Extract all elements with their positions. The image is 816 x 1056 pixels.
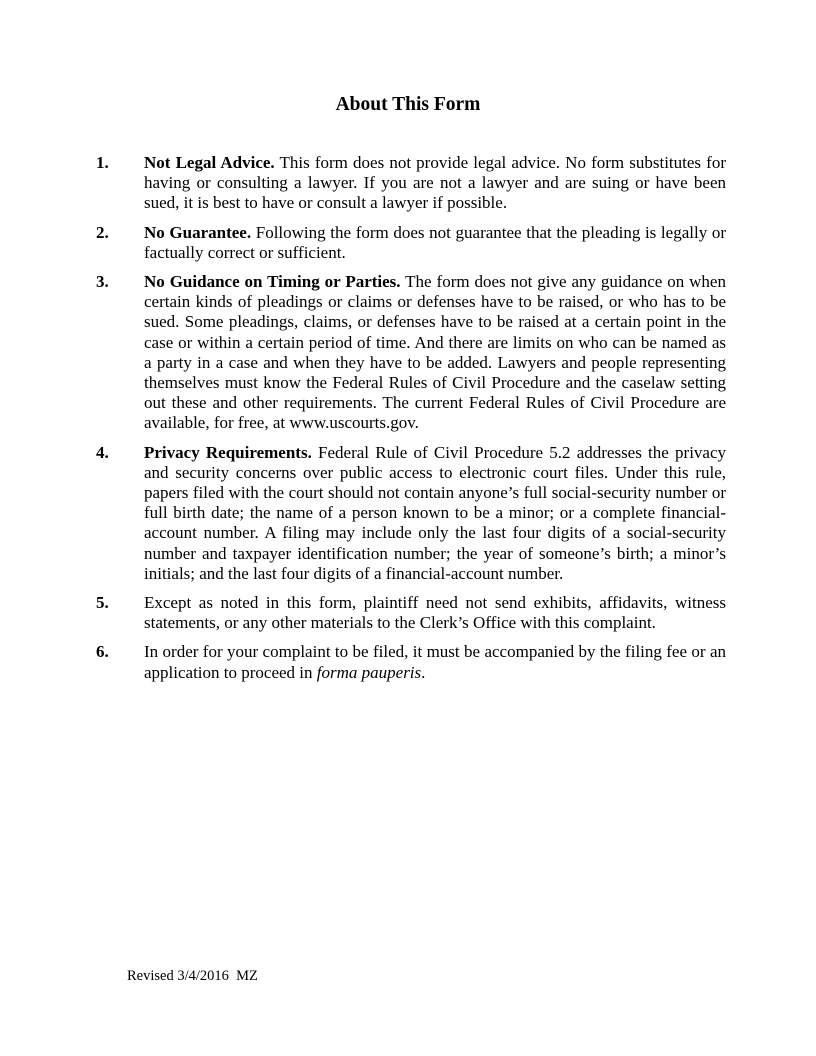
item-heading: No Guidance on Timing or Parties. (144, 272, 401, 292)
list-item-exhibits (96, 593, 726, 633)
page-title: About This Form (335, 94, 481, 115)
item-text-tail: . (421, 662, 426, 682)
item-number: 6. (96, 642, 109, 662)
item-number: 2. (96, 222, 109, 242)
revision-footer: Revised 3/4/2016 MZ (127, 968, 258, 984)
item-text: Federal Rule of Civil Procedure 5.2 addresses the privacy and security concerns over public access to electronic court files. Under this rule, papers filed with the court should not contain anyone’s full social-security number or full birth date; the name of a person known to be a minor; or a complete financial-account number. A filing may include only the last four digits of a social-security number and taxpayer identification number; the year of someone’s birth; a minor’s initials; and the last four digits of a financial-account number. (144, 442, 727, 583)
item-number: 1. (96, 153, 109, 172)
list-item-privacy (96, 443, 726, 584)
item-heading: Privacy Requirements. (144, 442, 312, 462)
item-number: 4. (96, 442, 109, 462)
item-number: 3. (96, 272, 109, 292)
numbered-list (96, 153, 726, 692)
list-item-no-guarantee (96, 223, 726, 263)
item-text: This form does not provide legal advice. No form substitutes for having or consulting a lawyer. If you are not a lawyer and are suing or have been sued, it is best to have or consult a lawyer if possible. (144, 153, 726, 213)
item-number: 5. (96, 593, 109, 613)
item-heading: Not Legal Advice. (144, 153, 275, 172)
item-text: The form does not give any guidance on when certain kinds of pleadings or claims or defenses have to be raised, or who has to be sued. Some pleadings, claims, or defenses have to be raised at a certain point in the case or within a certain period of time. And there are limits on who can be named as a party in a case and when they have to be added. Lawyers and people representing themselves must know the Federal Rules of Civil Procedure and the caselaw setting out these and other requirements. The current Federal Rules of Civil Procedure are available, for free, at www.uscourts.gov. (144, 272, 726, 433)
list-item-not-legal-advice (96, 153, 726, 214)
item-text: In order for your complaint to be filed, it must be accompanied by the filing fee or an application to proceed in (144, 642, 726, 682)
item-text: Following the form does not guarantee that the pleading is legally or factually correct or sufficient. (144, 222, 726, 262)
item-text: Except as noted in this form, plaintiff need not send exhibits, affidavits, witness statements, or any other materials to the Clerk’s Office with this complaint. (144, 593, 726, 633)
list-item-filing-fee (96, 642, 726, 682)
item-heading: No Guarantee. (144, 222, 252, 242)
item-italic-term: forma pauperis (316, 662, 422, 682)
list-item-no-guidance (96, 272, 726, 434)
